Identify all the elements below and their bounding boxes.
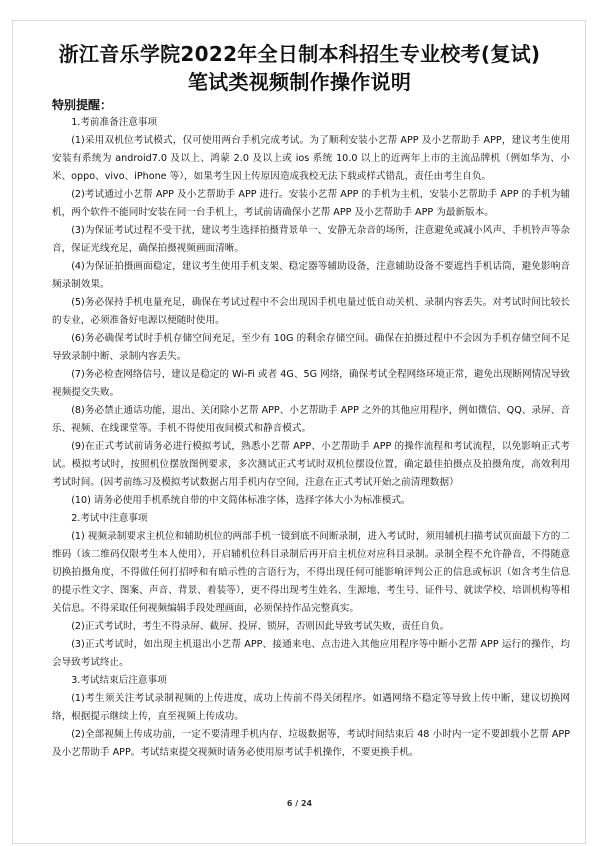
paragraph: (5)务必保持手机电量充足，确保在考试过程中不会出现因手机电量过低自动关机、录制内容丢失。对考试时间比较长的专业，必须准备好电源以便随时使用。: [52, 297, 570, 326]
paragraph: (1)采用双机位考试模式，仅可使用两台手机完成考试。为了顺利安装小艺帮 APP 及小艺帮助手 APP，建议考生使用安装有系统为 android7.0 及以上、鸿蒙 2.0 及以上或 ios 系统 10.0 以上的近两年上市的主流品牌机（例如华为、小米、oppo、vivo、iPhone 等），如果考生因上传原因造成我校无法下载或样式错乱，责任由考生自负。: [52, 135, 570, 182]
paragraph: (6)务必确保考试时手机存储空间充足，至少有 10G 的剩余存储空间。确保在拍摄过程中不会因为手机存储空间不足导致录制中断、录制内容丢失。: [52, 333, 570, 362]
paragraph: (2)考试通过小艺帮 APP 及小艺帮助手 APP 进行。安装小艺帮 APP 的手机为主机，安装小艺帮助手 APP 的手机为辅机，两个软件不能同时安装在同一台手机上，考试前请确保小艺帮 APP 及小艺帮助手 APP 为最新版本。: [52, 189, 570, 218]
paragraph: (2)全部视频上传成功前，一定不要清理手机内存、垃圾数据等，考试时间结束后 48 小时内一定不要卸载小艺帮 APP 及小艺帮助手 APP。考试结束提交视频时请务必使用原考试手机操作，不要更换手机。: [52, 729, 570, 758]
paragraph: (10) 请务必使用手机系统自带的中文简体标准字体，选择字体大小为标准模式。: [71, 495, 411, 506]
paragraph: (3)正式考试时，如出现主机退出小艺帮 APP、接通来电、点击进入其他应用程序等中断小艺帮 APP 运行的操作，均会导致考试终止。: [52, 639, 570, 668]
paragraph: (8)务必禁止通话功能，退出、关闭除小艺帮 APP、小艺帮助手 APP 之外的其他应用程序，例如微信、QQ、录屏、音乐、视频、在线课堂等。手机不得使用夜间模式和静音模式。: [52, 405, 570, 434]
page-number: 6 / 24: [286, 799, 313, 808]
document-title-line2: 笔试类视频制作操作说明: [187, 70, 412, 94]
paragraph: (1) 视频录制要求主机位和辅助机位的两部手机一镜到底不间断录制，进入考试时，须用辅机扫描考试页面最下方的二维码（该二维码仅限考生本人使用），开启辅机位科目录制后再开启主机位对应科目录制。录制全程不允许静音，不得随意切换拍摄角度，不得做任何打招呼和有暗示性的言语行为，不得出现任何可能影响评判公正的信息或标识（如含考生信息的提示性文字、图案、声音、背景、着装等），更不得出现考生姓名、生源地、考生号、证件号、就读学校、培训机构等相关信息。不得采取任何视频编辑手段处理画面，必须保持作品完整真实。: [52, 531, 570, 614]
section-heading-before-exam: 1.考前准备注意事项: [71, 117, 158, 128]
section-heading-during-exam: 2.考试中注意事项: [71, 513, 148, 524]
special-notice-label: 特别提醒：: [52, 98, 113, 112]
document-title-line1: 浙江音乐学院2022年全日制本科招生专业校考(复试): [58, 42, 541, 66]
paragraph: (1)考生须关注考试录制视频的上传进度，成功上传前不得关闭程序。如遇网络不稳定等导致上传中断，建议切换网络，根据提示继续上传，直至视频上传成功。: [52, 693, 570, 722]
paragraph: (7)务必检查网络信号，建议是稳定的 Wi-Fi 或者 4G、5G 网络，确保考试全程网络环境正常，避免出现断网情况导致视频提交失败。: [52, 369, 570, 398]
paragraph: (3)为保证考试过程不受干扰，建议考生选择拍摄背景单一、安静无杂音的场所，注意避免或减小风声、手机铃声等杂音，保证光线充足，确保拍摄视频画面清晰。: [52, 225, 570, 254]
section-heading-after-exam: 3.考试结束后注意事项: [71, 675, 167, 686]
paragraph: (4)为保证拍摄画面稳定，建议考生使用手机支架、稳定器等辅助设备，注意辅助设备不要遮挡手机话筒，避免影响音频录制效果。: [52, 261, 570, 290]
paragraph: (2)正式考试时，考生不得录屏、截屏、投屏、锁屏，否则因此导致考试失败，责任自负。: [71, 621, 450, 632]
document-body: [52, 114, 570, 762]
paragraph: (9)在正式考试前请务必进行模拟考试，熟悉小艺帮 APP、小艺帮助手 APP 的操作流程和考试流程，以免影响正式考试。模拟考试时，按照机位摆放图例要求，多次测试正式考试时双机位摆设位置，确定最佳拍摄点及拍摄角度，高效利用考试时间。(因考前练习及模拟考试数据占用手机内存空间，注意在正式考试开始之前清理数据）: [52, 441, 570, 488]
